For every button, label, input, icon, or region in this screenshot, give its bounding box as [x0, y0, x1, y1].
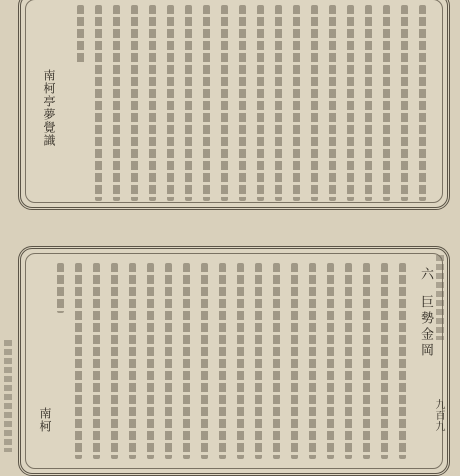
text-column	[257, 5, 264, 201]
text-column	[75, 263, 82, 459]
text-column	[275, 5, 282, 201]
upper-text-panel	[18, 0, 450, 210]
text-column	[165, 263, 172, 459]
text-column	[201, 263, 208, 459]
text-column	[57, 263, 64, 313]
text-column	[203, 5, 210, 201]
text-column	[147, 263, 154, 459]
text-column	[149, 5, 156, 201]
text-column	[401, 5, 408, 201]
text-column	[329, 5, 336, 201]
signature: 南柯亭夢覺識	[42, 69, 56, 147]
text-column	[129, 263, 136, 459]
text-column	[381, 263, 388, 459]
text-column	[419, 5, 426, 201]
text-column	[255, 263, 262, 459]
article-number: 六	[418, 267, 433, 281]
text-column	[347, 5, 354, 201]
text-column	[293, 5, 300, 201]
text-column	[131, 5, 138, 201]
text-column	[185, 5, 192, 201]
text-column	[345, 263, 352, 459]
text-column	[237, 263, 244, 459]
text-column	[221, 5, 228, 201]
text-column	[219, 263, 226, 459]
text-column	[383, 5, 390, 201]
text-column	[365, 5, 372, 201]
text-column	[273, 263, 280, 459]
text-column	[183, 263, 190, 459]
text-column	[311, 5, 318, 201]
text-column	[309, 263, 316, 459]
text-column	[363, 263, 370, 459]
text-column	[111, 263, 118, 459]
signature: 南柯	[38, 407, 52, 433]
text-column	[327, 263, 334, 459]
text-column	[399, 263, 406, 459]
article-title: 巨勢金岡	[418, 295, 433, 359]
text-column	[93, 263, 100, 459]
text-column	[291, 263, 298, 459]
text-column	[77, 5, 84, 65]
margin-text-left	[4, 340, 12, 452]
text-column	[95, 5, 102, 201]
text-column	[113, 5, 120, 201]
text-column	[239, 5, 246, 201]
page-number: 九百九	[433, 399, 444, 432]
text-column	[167, 5, 174, 201]
margin-text-right	[436, 255, 444, 340]
lower-text-panel	[18, 246, 450, 476]
